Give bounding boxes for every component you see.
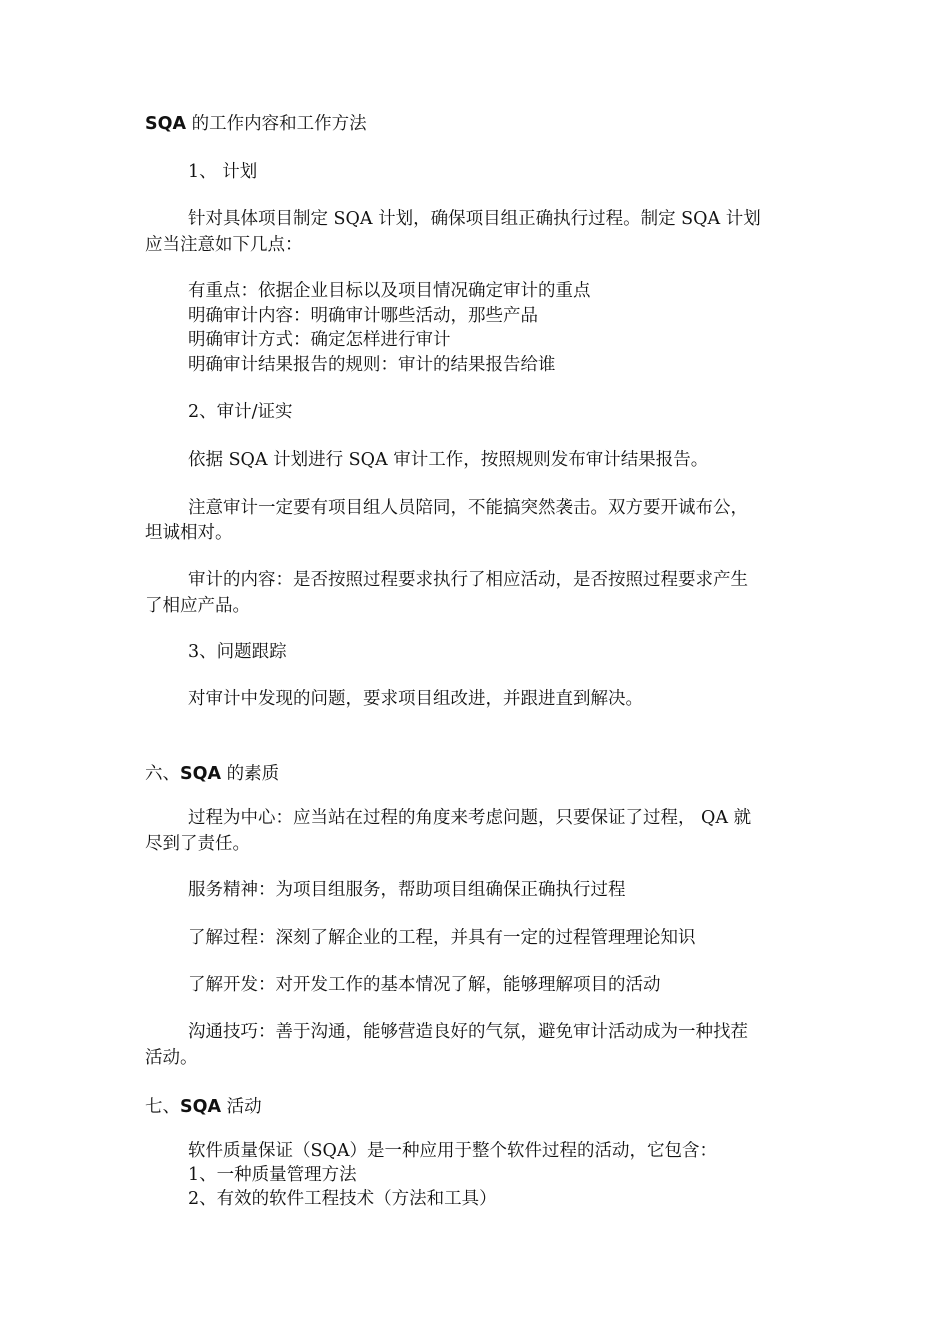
title-sqa-keyword: SQA — [180, 764, 222, 784]
paragraph-plan-line2: 应当注意如下几点： — [145, 235, 303, 255]
paragraph-tracking: 对审计中发现的问题，要求项目组改进，并跟进直到解决。 — [188, 689, 643, 709]
title-text: 的素质 — [221, 764, 280, 784]
list-item: 明确审计内容：明确审计哪些活动，那些产品 — [188, 306, 538, 326]
quality-communication-line1: 沟通技巧：善于沟通，能够营造良好的气氛，避免审计活动成为一种找茬 — [188, 1022, 748, 1042]
title-text: 活动 — [221, 1097, 262, 1117]
paragraph-audit-content-line1: 审计的内容：是否按照过程要求执行了相应活动，是否按照过程要求产生 — [188, 570, 748, 590]
section-title-sqa-activity — [145, 1095, 262, 1119]
title-prefix: 七、 — [145, 1097, 180, 1117]
section-title-sqa-quality — [145, 762, 279, 786]
heading-tracking: 3、问题跟踪 — [188, 642, 287, 662]
quality-know-process: 了解过程：深刻了解企业的工程，并具有一定的过程管理理论知识 — [188, 928, 696, 948]
paragraph-audit: 依据 SQA 计划进行 SQA 审计工作，按照规则发布审计结果报告。 — [188, 450, 709, 470]
paragraph-plan-line1: 针对具体项目制定 SQA 计划，确保项目组正确执行过程。制定 SQA 计划 — [188, 209, 761, 229]
list-item: 有重点：依据企业目标以及项目情况确定审计的重点 — [188, 281, 591, 301]
activity-intro: 软件质量保证（SQA）是一种应用于整个软件过程的活动，它包含： — [188, 1141, 717, 1161]
quality-service: 服务精神：为项目组服务，帮助项目组确保正确执行过程 — [188, 880, 626, 900]
heading-audit: 2、审计/证实 — [188, 402, 293, 422]
title-sqa-keyword: SQA — [180, 1097, 222, 1117]
list-item: 明确审计方式：确定怎样进行审计 — [188, 330, 451, 350]
title-prefix: 六、 — [145, 764, 180, 784]
title-sqa-keyword: SQA — [145, 114, 187, 134]
list-item: 明确审计结果报告的规则：审计的结果报告给谁 — [188, 355, 556, 375]
paragraph-notice-line1: 注意审计一定要有项目组人员陪同，不能搞突然袭击。双方要开诚布公， — [188, 498, 748, 518]
quality-process-line1: 过程为中心：应当站在过程的角度来考虑问题，只要保证了过程， QA 就 — [188, 808, 752, 828]
list-item: 1、一种质量管理方法 — [188, 1165, 357, 1185]
quality-process-line2: 尽到了责任。 — [145, 834, 250, 854]
paragraph-notice-line2: 坦诚相对。 — [145, 523, 233, 543]
section-title-sqa-work — [145, 112, 367, 136]
heading-plan: 1、 计划 — [188, 162, 258, 182]
title-text: 的工作内容和工作方法 — [186, 114, 367, 134]
quality-communication-line2: 活动。 — [145, 1048, 198, 1068]
quality-know-dev: 了解开发：对开发工作的基本情况了解，能够理解项目的活动 — [188, 975, 661, 995]
list-item: 2、有效的软件工程技术（方法和工具） — [188, 1189, 497, 1209]
paragraph-audit-content-line2: 了相应产品。 — [145, 596, 250, 616]
